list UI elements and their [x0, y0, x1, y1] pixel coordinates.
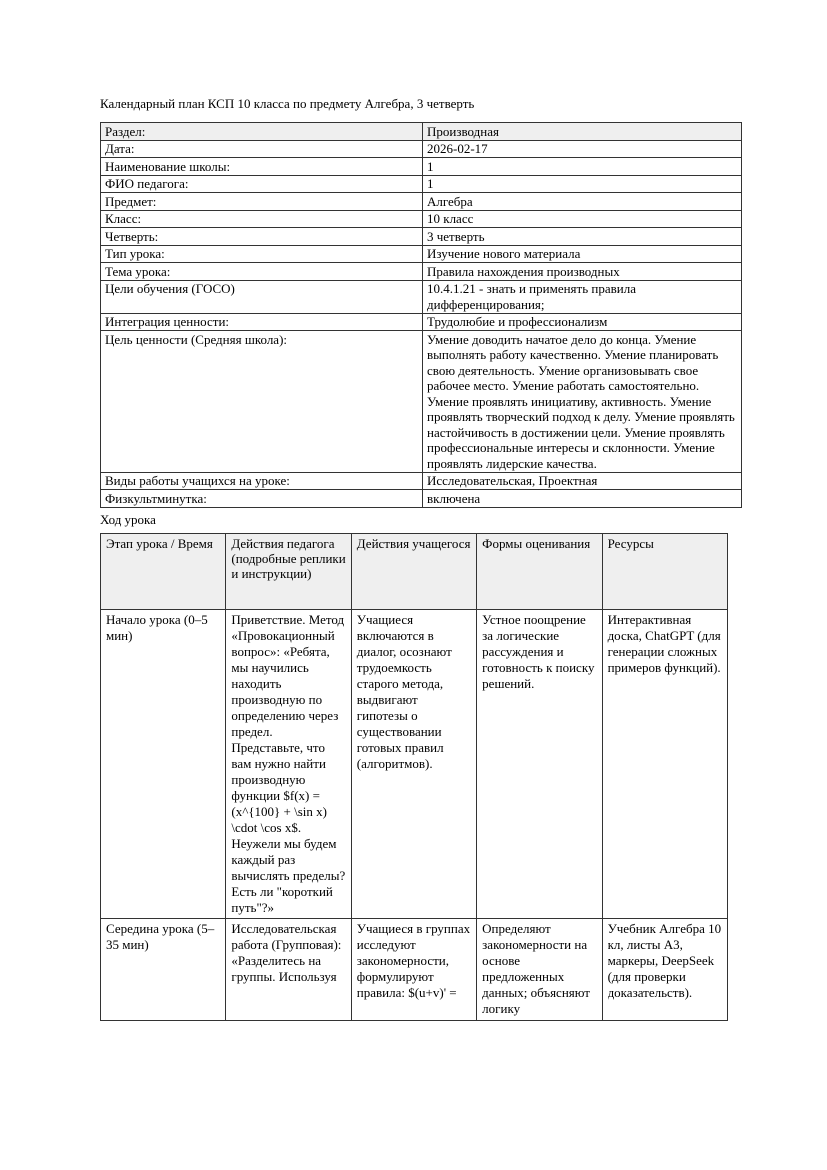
info-row-value: Правила нахождения производных [423, 263, 742, 281]
info-row [101, 158, 742, 176]
info-row-label: Раздел: [101, 123, 423, 141]
info-row-value: Производная [423, 123, 742, 141]
info-row-value: 3 четверть [423, 228, 742, 246]
teacher-actions-cell: Исследовательская работа (Групповая): «Разделитесь на группы. Используя [226, 918, 351, 1020]
stage-cell: Середина урока (5–35 мин) [101, 918, 226, 1020]
student-actions-cell: Учащиеся включаются в диалог, осознают трудоемкость старого метода, выдвигают гипотезы о существовании готовых правил (алгоритмов). [351, 609, 476, 918]
student-actions-cell: Учащиеся в группах исследуют закономерности, формулируют правила: $(u+v)' = [351, 918, 476, 1020]
info-row-label: Интеграция ценности: [101, 313, 423, 331]
lesson-row-start [101, 609, 728, 918]
info-row-label: Наименование школы: [101, 158, 423, 176]
resources-cell: Учебник Алгебра 10 кл, листы А3, маркеры, DeepSeek (для проверки доказательств). [602, 918, 727, 1020]
teacher-actions-cell: Приветствие. Метод «Провокационный вопрос»: «Ребята, мы научились находить производную по определению через предел. Представьте, что вам нужно найти производную функции $f(x) = (x^{100} + \sin x) \cdot \cos x$. Неужели мы будем каждый раз вычислять пределы? Есть ли "короткий путь"?» [226, 609, 351, 918]
info-row [101, 140, 742, 158]
assessment-cell: Устное поощрение за логические рассуждения и готовность к поиску решений. [477, 609, 602, 918]
info-row-label: Цели обучения (ГОСО) [101, 280, 423, 313]
info-row-value: 10.4.1.21 - знать и применять правила дифференцирования; [423, 280, 742, 313]
info-row-label: Класс: [101, 210, 423, 228]
column-header-teacher-actions: Действия педагога (подробные реплики и инструкции) [226, 533, 351, 609]
info-row-label: Тип урока: [101, 245, 423, 263]
lesson-flow-table [100, 533, 728, 1021]
info-row [101, 123, 742, 141]
info-row-label: Цель ценности (Средняя школа): [101, 331, 423, 473]
info-row [101, 210, 742, 228]
resources-cell: Интерактивная доска, ChatGPT (для генерации сложных примеров функций). [602, 609, 727, 918]
stage-cell: Начало урока (0–5 мин) [101, 609, 226, 918]
info-row [101, 331, 742, 473]
column-header-assessment: Формы оценивания [477, 533, 602, 609]
document-title: Календарный план КСП 10 класса по предмету Алгебра, 3 четверть [100, 96, 475, 111]
info-row-value: 1 [423, 175, 742, 193]
info-row-value: Исследовательская, Проектная [423, 472, 742, 490]
info-row [101, 263, 742, 281]
info-row [101, 490, 742, 508]
info-row [101, 175, 742, 193]
lesson-info-table [100, 122, 742, 508]
column-header-stage: Этап урока / Время [101, 533, 226, 609]
info-row [101, 193, 742, 211]
info-row-value: Трудолюбие и профессионализм [423, 313, 742, 331]
column-header-student-actions: Действия учащегося [351, 533, 476, 609]
info-row-label: Дата: [101, 140, 423, 158]
info-row [101, 280, 742, 313]
info-row-label: Четверть: [101, 228, 423, 246]
flow-heading: Ход урока [100, 511, 156, 527]
info-row-label: Предмет: [101, 193, 423, 211]
info-row [101, 245, 742, 263]
info-row-value: включена [423, 490, 742, 508]
info-row-value: 2026-02-17 [423, 140, 742, 158]
info-row-label: Физкультминутка: [101, 490, 423, 508]
info-row [101, 313, 742, 331]
info-row-label: Тема урока: [101, 263, 423, 281]
info-row-value: Умение доводить начатое дело до конца. Умение выполнять работу качественно. Умение планировать свою деятельность. Умение организовывать свое рабочее место. Умение работать самостоятельно. Умение проявлять инициативу, активность. Умение проявлять творческий подход к делу. Умение проявлять настойчивость в достижении цели. Умение проявлять профессиональные интересы и склонности. Умение проявлять лидерские качества. [423, 331, 742, 473]
info-row [101, 228, 742, 246]
info-row-label: ФИО педагога: [101, 175, 423, 193]
assessment-cell: Определяют закономерности на основе предложенных данных; объясняют логику [477, 918, 602, 1020]
info-row-value: Изучение нового материала [423, 245, 742, 263]
info-row-value: 10 класс [423, 210, 742, 228]
column-header-resources: Ресурсы [602, 533, 727, 609]
lesson-row-middle [101, 918, 728, 1020]
info-row-value: 1 [423, 158, 742, 176]
info-row [101, 472, 742, 490]
info-row-value: Алгебра [423, 193, 742, 211]
info-row-label: Виды работы учащихся на уроке: [101, 472, 423, 490]
lesson-table-header-row [101, 533, 728, 609]
